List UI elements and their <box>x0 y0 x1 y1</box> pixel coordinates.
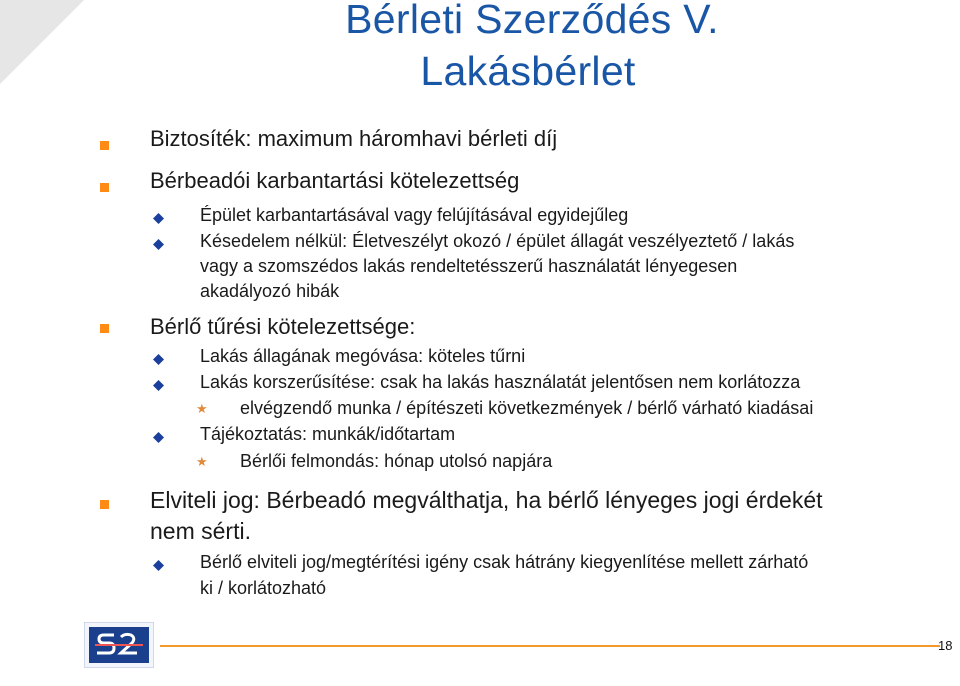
company-logo <box>84 622 154 668</box>
bullet-text: Bérlő tűrési kötelezettsége: <box>150 314 416 339</box>
bullet-text: elvégzendő munka / építészeti következmények / bérlő várható kiadásai <box>240 398 814 418</box>
bullet-text: Biztosíték: maximum háromhavi bérleti díj <box>150 126 558 151</box>
bullet-text: Tájékoztatás: munkák/időtartam <box>200 424 456 444</box>
star-bullet-icon: ★ <box>196 454 208 469</box>
slide-title-line1: Bérleti Szerződés V. <box>345 0 719 42</box>
square-bullet-icon <box>100 183 109 192</box>
bullet-text: nem sérti. <box>150 518 251 544</box>
bullet-text: vagy a szomszédos lakás rendeltetésszerű használatát lényegesen <box>200 256 738 276</box>
bullet-text: Késedelem nélkül: Életveszélyt okozó / épület állagát veszélyeztető / lakás <box>200 231 795 251</box>
diamond-bullet-icon <box>153 560 164 571</box>
diamond-bullet-icon <box>153 432 164 443</box>
diamond-bullet-icon <box>153 213 164 224</box>
logo-mark <box>89 627 149 663</box>
square-bullet-icon <box>100 324 109 333</box>
diamond-bullet-icon <box>153 239 164 250</box>
page-number: 18 <box>938 638 953 653</box>
bullet-text: ki / korlátozható <box>200 578 327 598</box>
square-bullet-icon <box>100 141 109 150</box>
star-bullet-icon: ★ <box>196 401 208 416</box>
footer-divider <box>160 645 940 647</box>
diamond-bullet-icon <box>153 380 164 391</box>
bullet-text: Lakás állagának megóvása: köteles tűrni <box>200 346 526 366</box>
diamond-bullet-icon <box>153 354 164 365</box>
bullet-text: Bérlői felmondás: hónap utolsó napjára <box>240 451 553 471</box>
bullet-text: akadályozó hibák <box>200 281 340 301</box>
bullet-text: Elviteli jog: Bérbeadó megválthatja, ha bérlő lényeges jogi érdekét <box>150 487 823 513</box>
bullet-text: Bérbeadói karbantartási kötelezettség <box>150 168 520 193</box>
bullet-text: Lakás korszerűsítése: csak ha lakás használatát jelentősen nem korlátozza <box>200 372 801 392</box>
slide-title-line2: Lakásbérlet <box>420 48 636 94</box>
square-bullet-icon <box>100 500 109 509</box>
bullet-text: Épület karbantartásával vagy felújításával egyidejűleg <box>200 205 629 225</box>
bullet-text: Bérlő elviteli jog/megtérítési igény csak hátrány kiegyenlítése mellett zárható <box>200 552 809 572</box>
